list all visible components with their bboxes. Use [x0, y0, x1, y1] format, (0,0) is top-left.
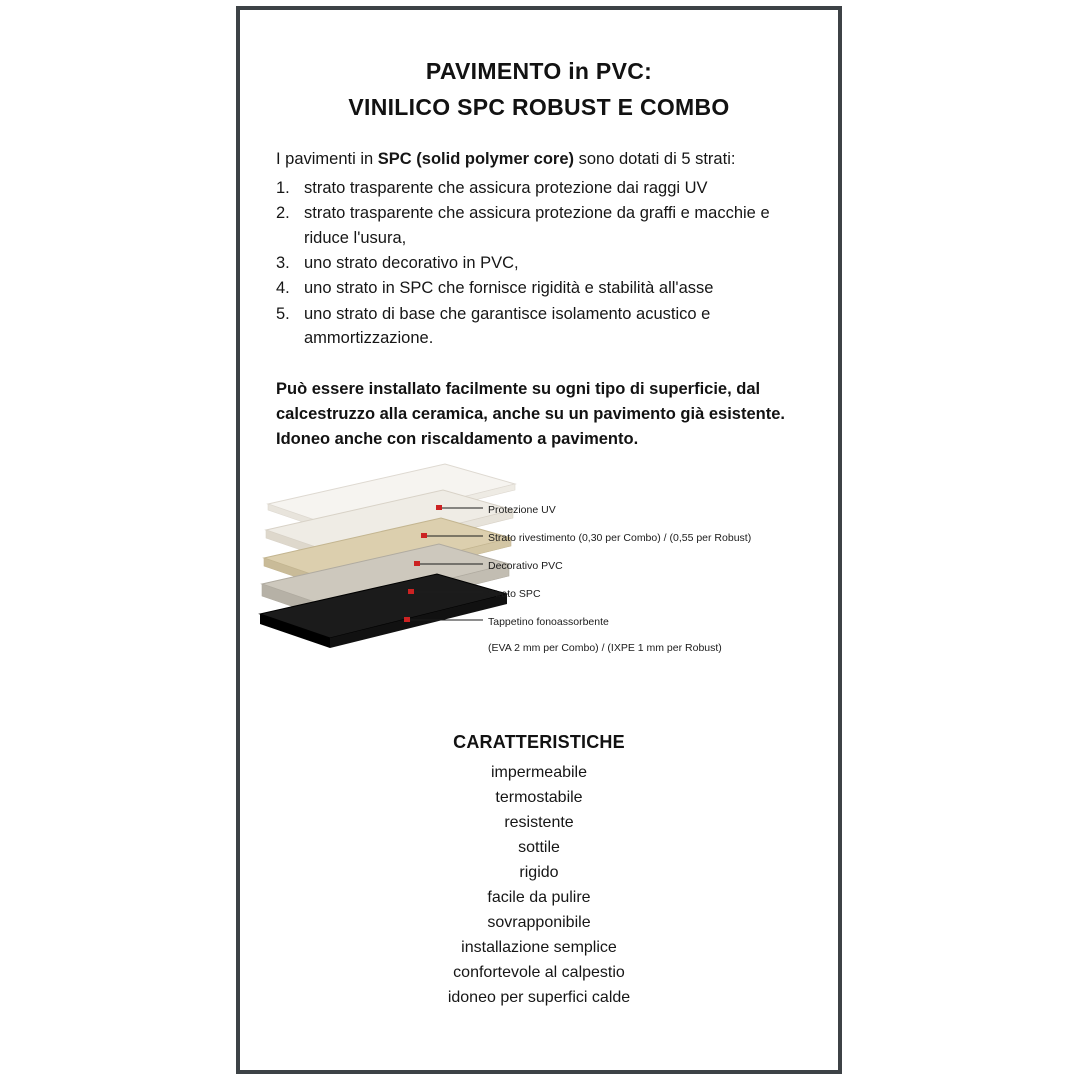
list-text: uno strato in SPC che fornisce rigidità e stabilità all'asse [304, 279, 714, 298]
list-number: 4. [276, 279, 290, 298]
feature-item: sottile [518, 838, 560, 856]
feature-item: rigido [519, 863, 559, 881]
installation-note: Può essere installato facilmente su ogni tipo di superficie, dal calcestruzzo alla ceramica, anche su un pavimento già esistente. Idoneo anche con riscaldamento a pavimento. [276, 379, 785, 448]
feature-item: idoneo per superfici calde [447, 988, 631, 1006]
list-item [276, 201, 806, 250]
callout-tappetino-fonoassorbente: Tappetino fonoassorbente [488, 616, 609, 628]
layer-diagram-svg [240, 442, 846, 672]
list-item [276, 276, 806, 300]
callout-tappetino-spec: (EVA 2 mm per Combo) / (IXPE 1 mm per Robust) [488, 642, 722, 654]
callout-protezione-uv: Protezione UV [488, 504, 556, 516]
feature-item: sovrapponibile [487, 913, 591, 931]
feature-item: termostabile [495, 788, 583, 806]
document-page [236, 6, 842, 1074]
list-text: strato trasparente che assicura protezione da graffi e macchie e riduce l'usura, [304, 204, 770, 247]
callout-strato-spc: Strato SPC [488, 588, 541, 600]
features-list [240, 761, 838, 1011]
list-number: 5. [276, 304, 290, 323]
list-item [276, 302, 806, 351]
intro-before: I pavimenti in [276, 150, 378, 169]
page-title [240, 10, 838, 125]
feature-item: impermeabile [490, 764, 588, 781]
list-text: strato trasparente che assicura protezione dai raggi UV [304, 178, 708, 197]
features-heading: CARATTERISTICHE [453, 732, 625, 752]
body-text [276, 147, 806, 350]
title-line-1: PAVIMENTO in PVC: [425, 58, 653, 84]
title-line-2: VINILICO SPC ROBUST E COMBO [348, 93, 730, 120]
list-number: 1. [276, 178, 290, 197]
feature-item: resistente [504, 813, 574, 831]
feature-item: confortevole al calpestio [453, 963, 625, 981]
list-number: 3. [276, 253, 290, 272]
features-section [240, 732, 838, 1011]
intro-bold: SPC (solid polymer core) [377, 150, 575, 169]
feature-item: installazione semplice [461, 938, 617, 956]
layer-diagram [240, 442, 838, 672]
list-item [276, 176, 806, 200]
list-item [276, 251, 806, 275]
callout-decorativo-pvc: Decorativo PVC [488, 560, 563, 572]
layers-list [276, 176, 806, 351]
feature-item: facile da pulire [487, 888, 591, 906]
list-number: 2. [276, 204, 290, 223]
intro-after: sono dotati di 5 strati: [574, 150, 736, 169]
list-text: uno strato di base che garantisce isolamento acustico e ammortizzazione. [304, 304, 711, 348]
callout-strato-rivestimento: Strato rivestimento (0,30 per Combo) / (0,55 per Robust) [488, 532, 752, 544]
list-text: uno strato decorativo in PVC, [304, 253, 519, 272]
intro-paragraph [276, 147, 806, 171]
